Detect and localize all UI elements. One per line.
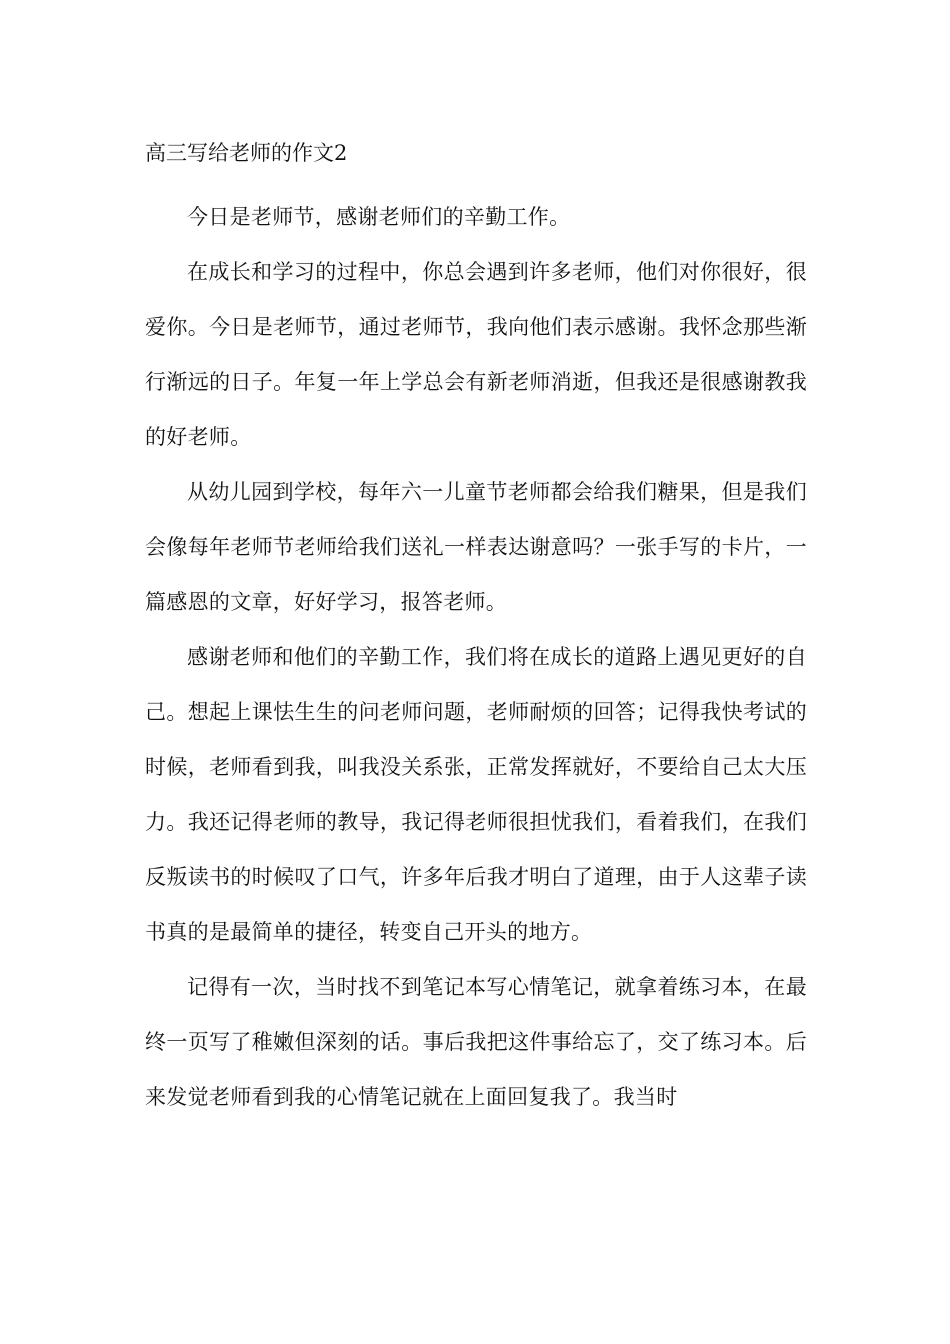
document-title: 高三写给老师的作文2 <box>145 141 348 165</box>
paragraph-5: 记得有一次，当时找不到笔记本写心情笔记，就拿着练习本，在最终一页写了稚嫩但深刻的话。事后我把这件事给忘了，交了练习本。后来发觉老师看到我的心情笔记就在上面回复我了。我当时 <box>145 975 807 1109</box>
document-page <box>145 136 807 1125</box>
paragraph-1: 今日是老师节，感谢老师们的辛勤工作。 <box>187 205 571 229</box>
paragraph-2: 在成长和学习的过程中，你总会遇到许多老师，他们对你很好，很爱你。今日是老师节，通过老师节，我向他们表示感谢。我怀念那些渐行渐远的日子。年复一年上学总会有新老师消逝，但我还是很感谢教我的好老师。 <box>145 260 807 449</box>
paragraph-3: 从幼儿园到学校，每年六一儿童节老师都会给我们糖果，但是我们会像每年老师节老师给我们送礼一样表达谢意吗？一张手写的卡片，一篇感恩的文章，好好学习，报答老师。 <box>145 480 807 614</box>
paragraph-4: 感谢老师和他们的辛勤工作，我们将在成长的道路上遇见更好的自己。想起上课怯生生的问老师问题，老师耐烦的回答；记得我快考试的时候，老师看到我，叫我没关系张，正常发挥就好，不要给自己太大压力。我还记得老师的教导，我记得老师很担忧我们，看着我们，在我们反叛读书的时候叹了口气，许多年后我才明白了道理，由于人这辈子读书真的是最简单的捷径，转变自己开头的地方。 <box>145 645 807 944</box>
